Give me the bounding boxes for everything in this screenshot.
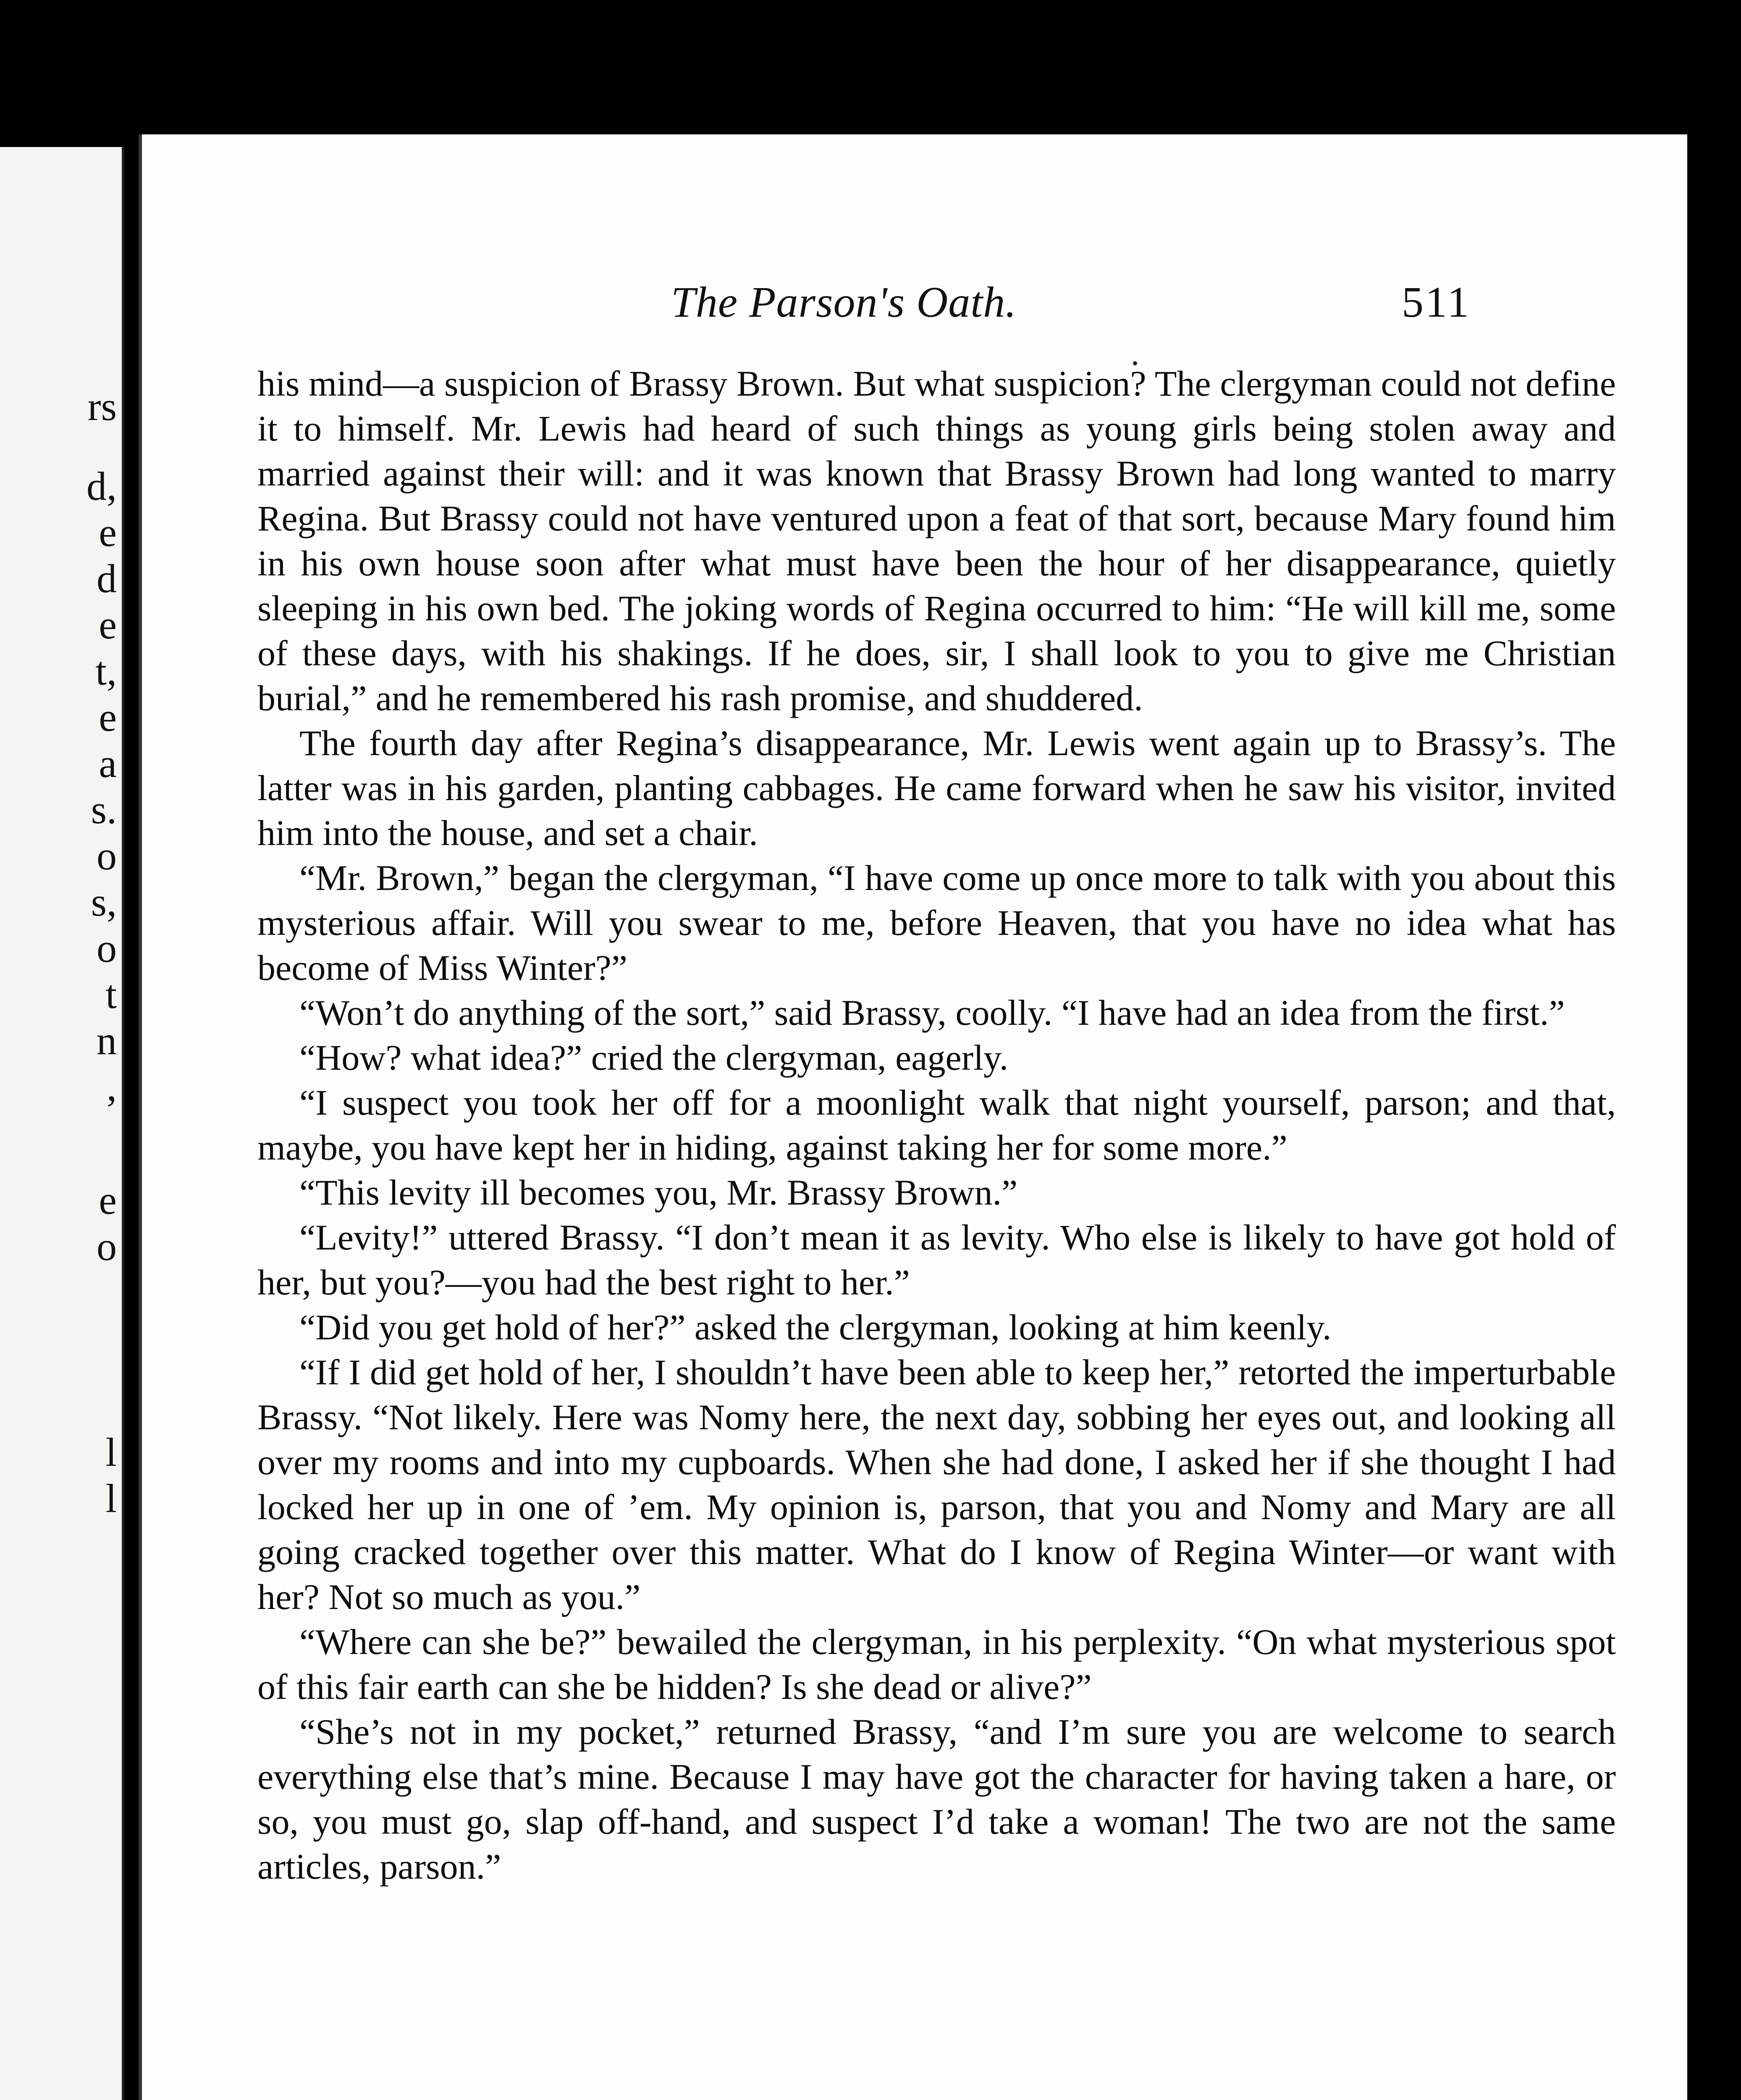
paragraph: “How? what idea?” cried the clergyman, eagerly. xyxy=(299,1037,1009,1078)
left-page-fragment: rs xyxy=(87,384,117,429)
left-page-fragment: o xyxy=(97,926,117,971)
left-page-fragment: l xyxy=(105,1430,117,1475)
page-header xyxy=(142,277,1687,336)
left-page-fragment: t, xyxy=(95,648,117,693)
left-page-fragment: a xyxy=(99,741,117,786)
left-page-fragment: o xyxy=(97,1224,117,1269)
paragraph: The fourth day after Regina’s disappearance, Mr. Lewis went again up to Brassy’s. The latter was in his garden, planting cabbages. He came forward when he saw his visitor, invited him into the house, and set a chair. xyxy=(257,723,1616,853)
paragraph: “If I did get hold of her, I shouldn’t have been able to keep her,” retorted the imperturbable Brassy. “Not likely. Here was Nomy here, the next day, sobbing her eyes out, and looking all over my rooms and into my cupboards. When she had done, I asked her if she thought I had locked her up in one of ’em. My opinion is, parson, that you and Nomy and Mary are all going cracked together over this matter. What do I know of Regina Winter—or want with her? Not so much as you.” xyxy=(257,1352,1616,1617)
left-page-fragment: d xyxy=(97,556,117,601)
left-page-fragment: d, xyxy=(87,464,117,509)
book-page xyxy=(139,134,1687,2100)
paragraph: his mind—a suspicion of Brassy Brown. But what suspicion? The clergyman could not define it to himself. Mr. Lewis had heard of such things as young girls being stolen away and married against their will: and it was known that Brassy Brown had long wanted to marry Regina. But Brassy could not have ventured upon a feat of that sort, because Mary found him in his own house soon after what must have been the hour of her disappearance, quietly sleeping in his own bed. The joking words of Regina occurred to him: “He will kill me, some of these days, with his shakings. If he does, sir, I shall look to you to give me Christian burial,” and he remembered his rash promise, and shuddered. xyxy=(257,363,1616,718)
left-page-fragment: n xyxy=(97,1018,117,1063)
left-page-edge xyxy=(0,147,124,2100)
body-text xyxy=(257,361,1616,1889)
left-page-fragment: o xyxy=(97,833,117,878)
left-page-fragment: e xyxy=(99,1178,117,1223)
left-page-fragment: e xyxy=(99,695,117,740)
paragraph: “Levity!” uttered Brassy. “I don’t mean it as levity. Who else is likely to have got hold of her, but you?—you had the best right to her.” xyxy=(257,1217,1616,1302)
paragraph: “Won’t do anything of the sort,” said Brassy, coolly. “I have had an idea from the first.” xyxy=(299,992,1565,1033)
left-page-fragment: t xyxy=(105,972,117,1017)
left-page-fragment: e xyxy=(99,602,117,647)
left-page-fragment: s, xyxy=(91,879,117,924)
paragraph: “I suspect you took her off for a moonlight walk that night yourself, parson; and that, maybe, you have kept her in hiding, against taking her for some more.” xyxy=(257,1082,1616,1168)
paragraph: “Did you get hold of her?” asked the clergyman, looking at him keenly. xyxy=(299,1307,1332,1347)
paragraph: “Mr. Brown,” began the clergyman, “I have come up once more to talk with you about this mysterious affair. Will you swear to me, before Heaven, that you have no idea what has become of Miss Winter?” xyxy=(257,858,1616,988)
left-page-fragment: , xyxy=(107,1064,117,1109)
left-page-fragment: e xyxy=(99,510,117,555)
page-number: 511 xyxy=(1402,278,1471,326)
running-title: The Parson's Oath. xyxy=(671,278,1017,326)
paragraph: “This levity ill becomes you, Mr. Brassy Brown.” xyxy=(299,1172,1018,1213)
paragraph: “She’s not in my pocket,” returned Brassy, “and I’m sure you are welcome to search everything else that’s mine. Because I may have got the character for having taken a hare, or so, you must go, slap off-hand, and suspect I’d take a woman! The two are not the same articles, parson.” xyxy=(257,1712,1616,1887)
left-page-fragment: l xyxy=(105,1476,117,1521)
left-page-fragment: s. xyxy=(91,787,117,832)
paragraph: “Where can she be?” bewailed the clergyman, in his perplexity. “On what mysterious spot of this fair earth can she be hidden? Is she dead or alive?” xyxy=(257,1622,1616,1707)
